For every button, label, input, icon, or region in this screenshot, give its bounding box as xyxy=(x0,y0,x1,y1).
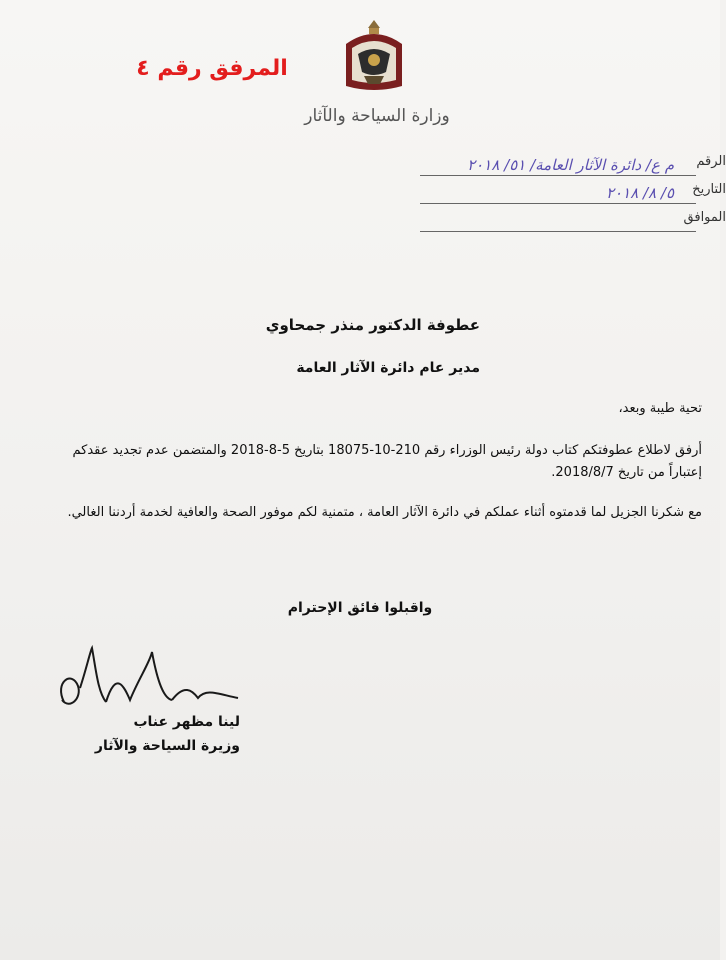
reference-number-label: الرقم xyxy=(696,154,726,169)
signer-name: لينا مظهر عناب xyxy=(133,714,240,730)
signer-title: وزيرة السياحة والآثار xyxy=(94,738,240,754)
greeting-line: تحية طيبة وبعد، xyxy=(618,401,702,416)
reference-corresponding-row xyxy=(420,208,726,236)
reference-date-line xyxy=(420,203,696,204)
reference-date-row xyxy=(420,180,726,208)
reference-number-line xyxy=(420,175,696,176)
reference-block xyxy=(420,152,726,236)
reference-number-value: م ع/ دائرة الآثار العامة/ ٥١/ ٢٠١٨ xyxy=(467,156,674,174)
closing-line: واقبلوا فائق الإحترام xyxy=(287,600,433,616)
attachment-number-label: المرفق رقم ٤ xyxy=(136,56,288,81)
reference-corresponding-label: الموافق xyxy=(683,210,726,225)
recipient-title: مدير عام دائرة الآثار العامة xyxy=(296,360,480,376)
jordan-coat-of-arms-icon xyxy=(340,14,408,94)
reference-corresponding-line xyxy=(420,231,696,232)
reference-number-row xyxy=(420,152,726,180)
body-paragraph-2: مع شكرنا الجزيل لما قدمتوه أثناء عملكم في دائرة الآثار العامة ، متمنية لكم موفور الصحة والعافية لخدمة أردننا الغالي. xyxy=(67,505,702,520)
body-paragraph-1: أرفق لاطلاع عطوفتكم كتاب دولة رئيس الوزراء رقم 210-10-18075 بتاريخ 5-8-2018 والمتضمن عدم تجديد عقدكم إعتباراً من تاريخ 2018/8/7. xyxy=(72,443,702,480)
reference-date-label: التاريخ xyxy=(692,182,726,197)
ministry-letterhead: وزارة السياحة والآثار xyxy=(304,106,450,126)
recipient-name: عطوفة الدكتور منذر جمحاوي xyxy=(265,316,480,334)
reference-date-value: ٥/ ٨/ ٢٠١٨ xyxy=(605,184,674,202)
